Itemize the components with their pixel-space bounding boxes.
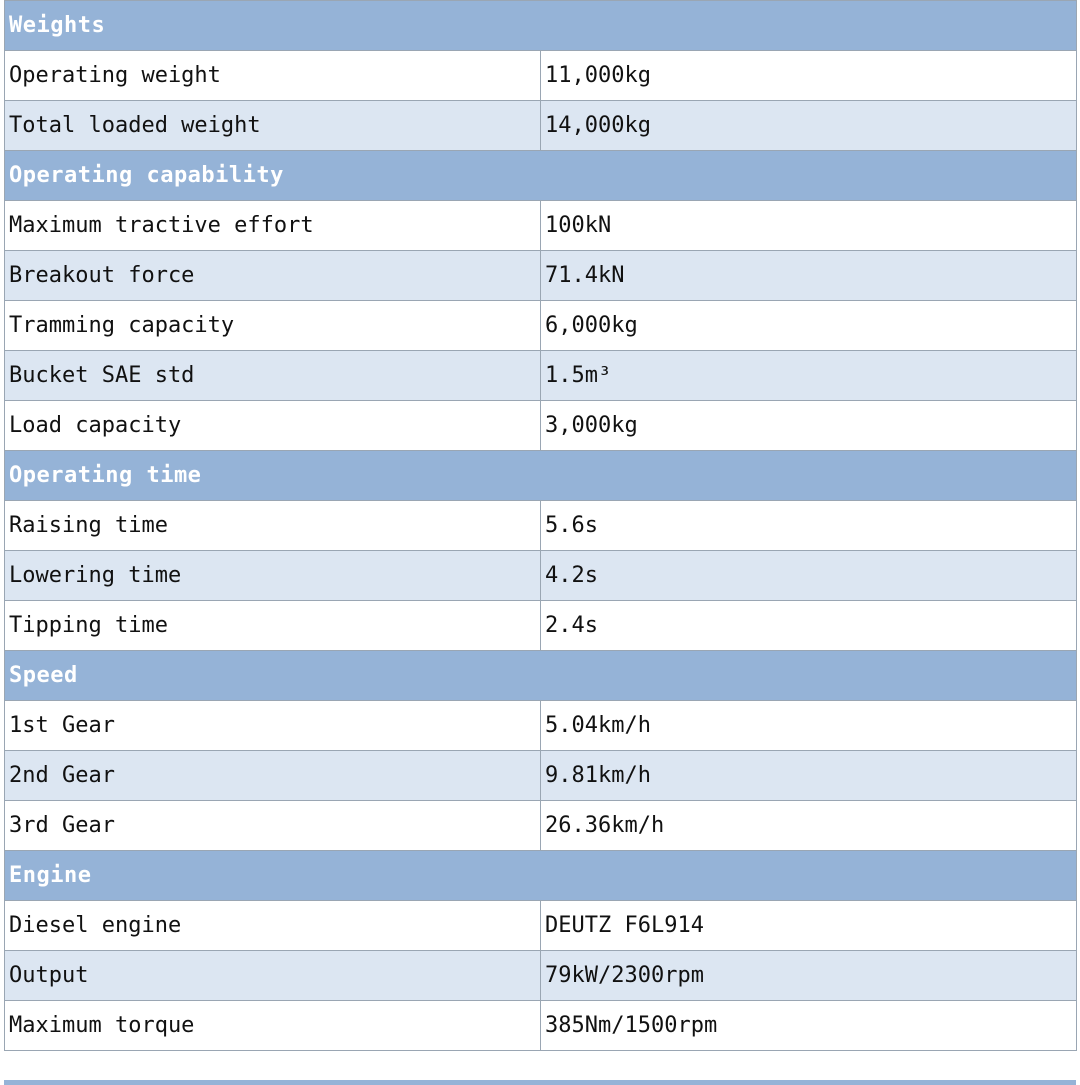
section-header-row (5, 851, 1077, 901)
spec-table (4, 0, 1077, 1051)
table-row (5, 301, 1077, 351)
spec-label: Bucket SAE std (5, 351, 541, 401)
spec-label: 3rd Gear (5, 801, 541, 851)
spec-value: 9.81km/h (541, 751, 1077, 801)
spec-value: 3,000kg (541, 401, 1077, 451)
table-row (5, 201, 1077, 251)
spec-label: Tramming capacity (5, 301, 541, 351)
spec-label: Maximum torque (5, 1001, 541, 1051)
spec-label: Output (5, 951, 541, 1001)
spec-label: Maximum tractive effort (5, 201, 541, 251)
spec-value: 2.4s (541, 601, 1077, 651)
table-row (5, 601, 1077, 651)
section-title: Engine (5, 851, 1077, 901)
spec-label: 1st Gear (5, 701, 541, 751)
table-row (5, 401, 1077, 451)
table-row (5, 751, 1077, 801)
table-row (5, 351, 1077, 401)
table-row (5, 101, 1077, 151)
spec-label: Diesel engine (5, 901, 541, 951)
spec-label: Raising time (5, 501, 541, 551)
table-row (5, 951, 1077, 1001)
table-row (5, 51, 1077, 101)
spec-label: 2nd Gear (5, 751, 541, 801)
spec-label: Load capacity (5, 401, 541, 451)
section-header-row (5, 151, 1077, 201)
spec-label: Tipping time (5, 601, 541, 651)
table-row (5, 551, 1077, 601)
spec-value: 26.36km/h (541, 801, 1077, 851)
spec-value: 385Nm/1500rpm (541, 1001, 1077, 1051)
table-row (5, 801, 1077, 851)
section-title: Operating capability (5, 151, 1077, 201)
table-row (5, 251, 1077, 301)
table-row (5, 901, 1077, 951)
spec-value: 1.5m³ (541, 351, 1077, 401)
spec-label: Operating weight (5, 51, 541, 101)
spec-value: 6,000kg (541, 301, 1077, 351)
spec-value: 5.04km/h (541, 701, 1077, 751)
section-header-row (5, 651, 1077, 701)
spec-value: 79kW/2300rpm (541, 951, 1077, 1001)
section-title: Speed (5, 651, 1077, 701)
section-header-row (5, 451, 1077, 501)
table-row (5, 1001, 1077, 1051)
spec-value: 14,000kg (541, 101, 1077, 151)
spec-value: 5.6s (541, 501, 1077, 551)
spec-label: Lowering time (5, 551, 541, 601)
spec-value: 71.4kN (541, 251, 1077, 301)
spec-value: 4.2s (541, 551, 1077, 601)
bottom-divider (4, 1080, 1076, 1085)
spec-label: Breakout force (5, 251, 541, 301)
section-title: Weights (5, 1, 1077, 51)
section-title: Operating time (5, 451, 1077, 501)
spec-value: 11,000kg (541, 51, 1077, 101)
spec-value: DEUTZ F6L914 (541, 901, 1077, 951)
table-row (5, 501, 1077, 551)
section-header-row (5, 1, 1077, 51)
table-row (5, 701, 1077, 751)
spec-label: Total loaded weight (5, 101, 541, 151)
spec-table-body (5, 1, 1077, 1051)
spec-value: 100kN (541, 201, 1077, 251)
